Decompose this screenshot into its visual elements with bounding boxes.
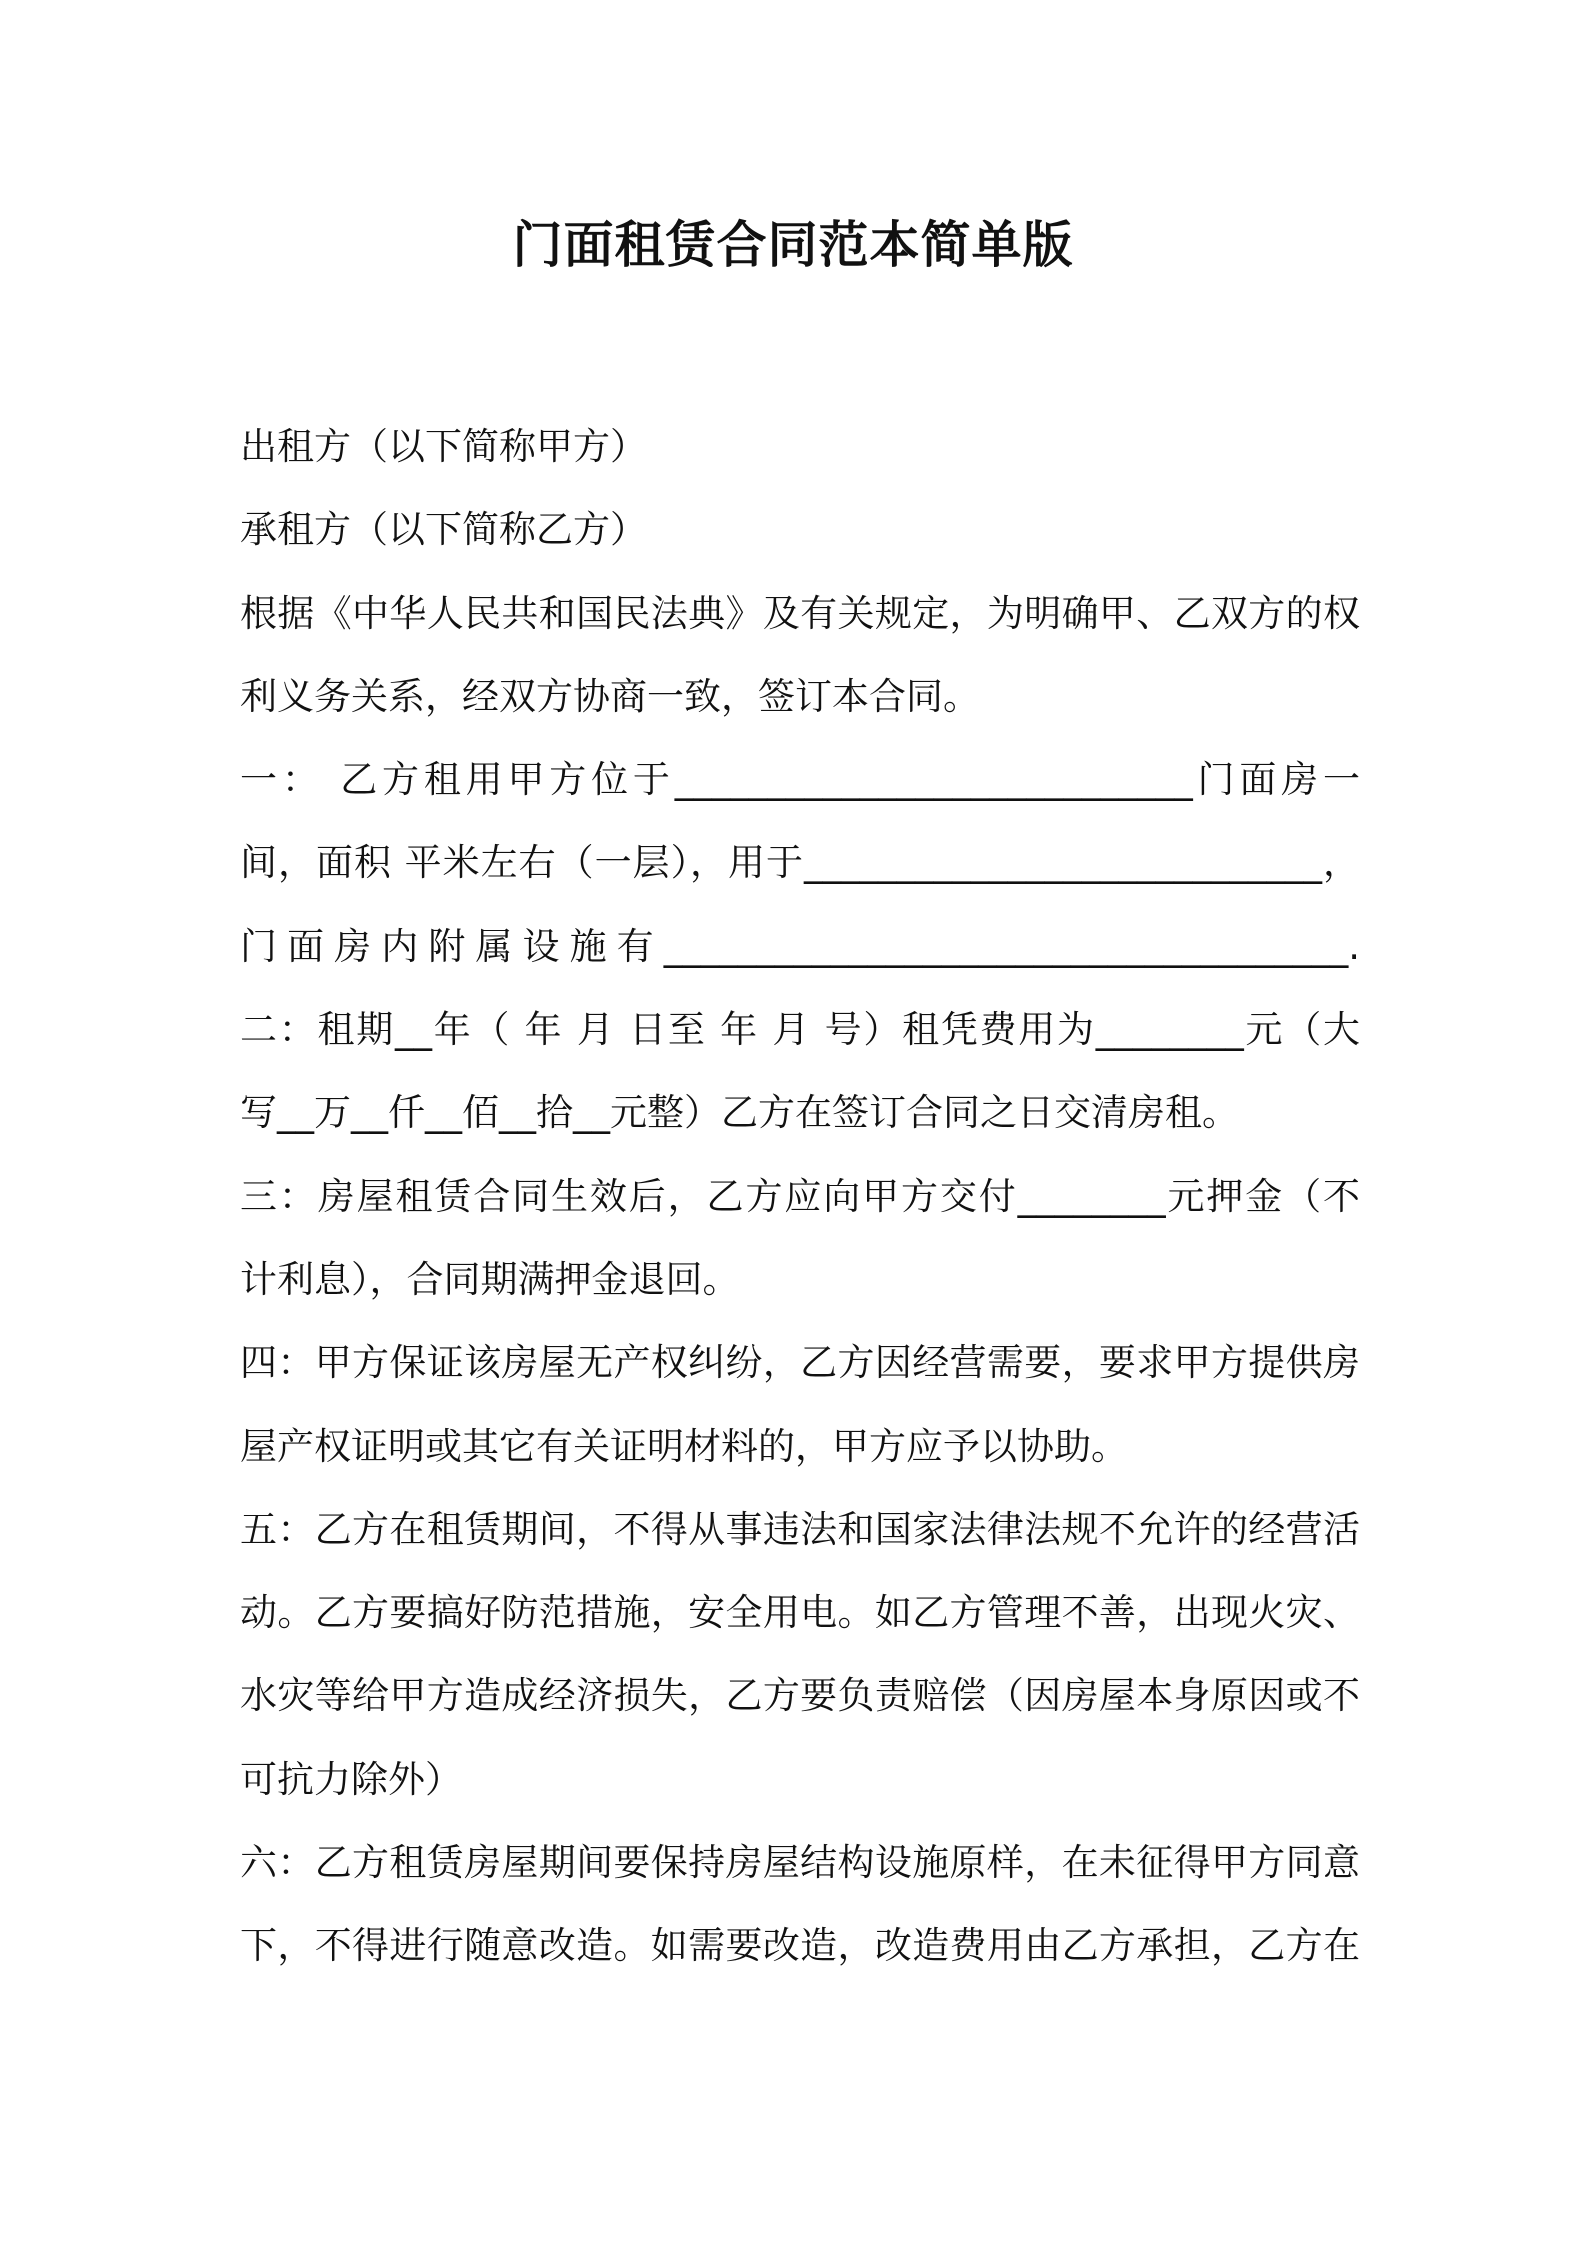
clause-1-line-3: 门面房内附属设施有_____________________________________. bbox=[240, 924, 1360, 968]
clause-6-line-1: 六：乙方租赁房屋期间要保持房屋结构设施原样，在未征得甲方同意 bbox=[240, 1841, 1360, 1885]
preamble-line-2: 利义务关系，经双方协商一致，签订本合同。 bbox=[240, 674, 980, 718]
clause-2-line-1: 二：租期__年（ 年 月 日至 年 月 号）租凭费用为________元（大 bbox=[240, 1008, 1360, 1052]
clause-5-line-1: 五：乙方在租赁期间，不得从事违法和国家法律法规不允许的经营活 bbox=[240, 1507, 1360, 1551]
lessee-line: 承租方（以下简称乙方） bbox=[240, 508, 647, 552]
clause-5-line-3: 水灾等给甲方造成经济损失，乙方要负责赔偿（因房屋本身原因或不 bbox=[240, 1674, 1360, 1718]
clause-3-line-1: 三：房屋租赁合同生效后，乙方应向甲方交付________元押金（不 bbox=[240, 1174, 1360, 1218]
contract-body bbox=[240, 405, 1360, 1988]
clause-1-line-2: 间，面积 平米左右（一层），用于____________________________， bbox=[240, 841, 1360, 885]
preamble-line-1: 根据《中华人民共和国民法典》及有关规定，为明确甲、乙双方的权 bbox=[240, 591, 1360, 635]
clause-3-line-2: 计利息），合同期满押金退回。 bbox=[240, 1257, 740, 1301]
clause-4-line-1: 四：甲方保证该房屋无产权纠纷，乙方因经营需要，要求甲方提供房 bbox=[240, 1341, 1360, 1385]
clause-1-line-1: 一： 乙方租用甲方位于____________________________门面房一 bbox=[240, 758, 1360, 802]
lessor-line: 出租方（以下简称甲方） bbox=[240, 425, 647, 468]
clause-5-line-2: 动。乙方要搞好防范措施，安全用电。如乙方管理不善，出现火灾、 bbox=[240, 1591, 1360, 1635]
document-title: 门面租赁合同范本简单版 bbox=[512, 216, 1074, 274]
clause-6-line-2: 下，不得进行随意改造。如需要改造，改造费用由乙方承担，乙方在 bbox=[240, 1924, 1360, 1968]
clause-4-line-2: 屋产权证明或其它有关证明材料的，甲方应予以协助。 bbox=[240, 1424, 1128, 1468]
clause-2-line-2: 写__万__仟__佰__拾__元整）乙方在签订合同之日交清房租。 bbox=[240, 1091, 1239, 1135]
clause-5-line-4: 可抗力除外） bbox=[240, 1757, 462, 1801]
